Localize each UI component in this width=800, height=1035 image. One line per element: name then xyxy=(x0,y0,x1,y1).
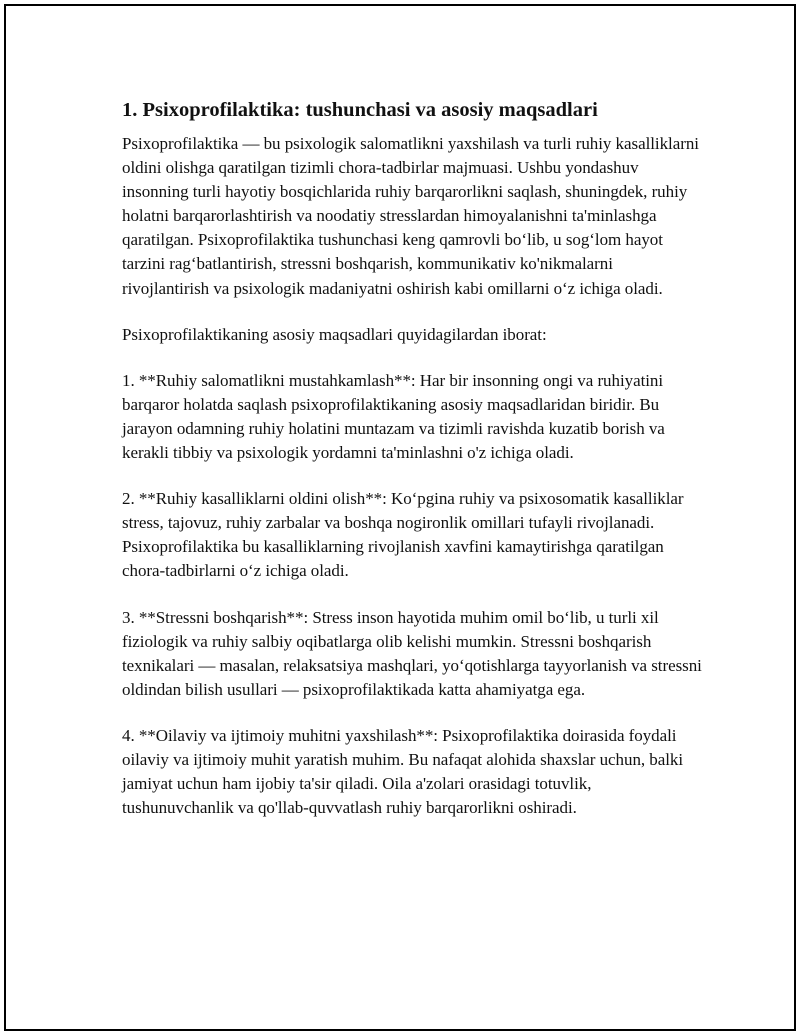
intro-paragraph: Psixoprofilaktika — bu psixologik salomatlikni yaxshilash va turli ruhiy kasalliklarni oldini olishga qaratilgan tizimli chora-tadbirlar majmuasi. Ushbu yondashuv insonning turli hayotiy bosqichlarida ruhiy barqarorlikni saqlash, shuningdek, ruhiy holatni barqarorlashtirish va noodatiy stresslardan himoyalanishni ta'minlashga qaratilgan. Psixoprofilaktika tushunchasi keng qamrovli bo‘lib, u sog‘lom hayot tarzini rag‘batlantirish, stressni boshqarish, kommunikativ ko'nikmalarni rivojlantirish va psixologik madaniyatni oshirish kabi omillarni o‘z ichiga oladi. xyxy=(122,134,699,298)
section-heading: 1. Psixoprofilaktika: tushunchasi va asosiy maqsadlari xyxy=(122,99,598,121)
page-frame xyxy=(4,4,796,1031)
goals-intro-paragraph: Psixoprofilaktikaning asosiy maqsadlari quyidagilardan iborat: xyxy=(122,324,547,344)
document-body xyxy=(122,96,702,842)
goal-item-2: 2. **Ruhiy kasalliklarni oldini olish**: Ko‘pgina ruhiy va psixosomatik kasalliklar stress, tajovuz, ruhiy zarbalar va boshqa nogironlik omillari tufayli rivojlanadi. Psixoprofilaktika bu kasalliklarning rivojlanish xavfini kamaytirishga qaratilgan chora-tadbirlarni o‘z ichiga oladi. xyxy=(122,489,684,581)
goal-item-4: 4. **Oilaviy va ijtimoiy muhitni yaxshilash**: Psixoprofilaktika doirasida foydali oilaviy va ijtimoiy muhit yaratish muhim. Bu nafaqat alohida shaxslar uchun, balki jamiyat uchun ham ijobiy ta'sir qiladi. Oila a'zolari orasidagi totuvlik, tushunuvchanlik va qo'llab-quvvatlash ruhiy barqarorlikni oshiradi. xyxy=(122,725,684,818)
goal-item-3: 3. **Stressni boshqarish**: Stress inson hayotida muhim omil bo‘lib, u turli xil fiziologik va ruhiy salbiy oqibatlarga olib kelishi mumkin. Stressni boshqarish texnikalari — masalan, relaksatsiya mashqlari, yo‘qotishlarga tayyorlanish va stressni oldindan bilish usullari — psixoprofilaktikada katta ahamiyatga ega. xyxy=(122,607,702,699)
goal-item-1: 1. **Ruhiy salomatlikni mustahkamlash**: Har bir insonning ongi va ruhiyatini barqaror holatda saqlash psixoprofilaktikaning asosiy maqsadlaridan biridir. Bu jarayon odamning ruhiy holatini muntazam va tizimli ravishda kuzatib borish va kerakli tibbiy va psixologik yordamni ta'minlashni o'z ichiga oladi. xyxy=(122,370,665,463)
